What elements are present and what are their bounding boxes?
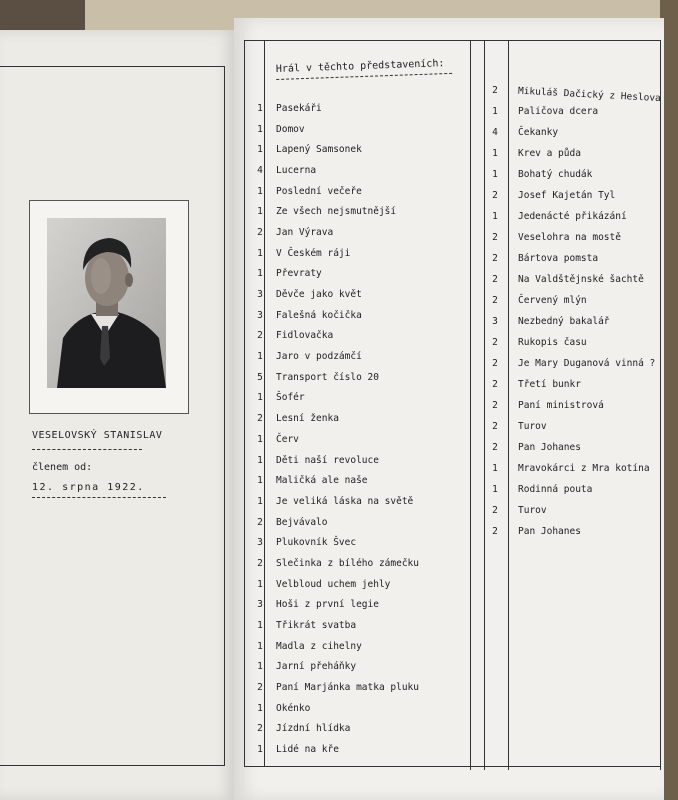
performance-title: Pasekáři [276, 102, 322, 114]
performance-row [484, 521, 654, 542]
performance-row [484, 227, 654, 248]
performance-count: 2 [492, 190, 498, 201]
performance-row [484, 164, 654, 185]
performance-title: Plukovník Švec [276, 537, 357, 549]
performance-row [484, 311, 654, 332]
performance-count: 2 [257, 723, 263, 735]
performance-title: Lidé na kře [276, 744, 339, 756]
performance-count: 5 [257, 371, 263, 383]
date-underline [32, 497, 166, 498]
performance-count: 2 [492, 274, 498, 285]
performance-row [248, 346, 468, 367]
performance-count: 1 [257, 433, 263, 445]
performance-row [248, 305, 468, 326]
performance-row [484, 122, 654, 143]
table-border-left [244, 40, 245, 766]
performance-count: 2 [257, 557, 263, 569]
performance-row [484, 332, 654, 353]
performance-row [484, 353, 654, 374]
table-column-divider [470, 40, 471, 770]
performance-row [248, 408, 468, 429]
performance-count: 2 [492, 232, 498, 243]
performance-row [484, 101, 654, 122]
performance-title: Krev a půda [518, 148, 581, 159]
performance-count: 1 [492, 484, 498, 495]
performance-row [248, 615, 468, 636]
table-border-right [660, 40, 661, 770]
performance-title: Ze všech nejsmutnější [276, 206, 397, 218]
performance-count: 2 [492, 85, 498, 96]
performance-title: Mikuláš Dačický z Heslova [517, 85, 662, 105]
performance-count: 1 [257, 247, 263, 259]
performance-title: Jan Výrava [276, 226, 334, 238]
performance-title: V Českém ráji [276, 247, 351, 259]
performance-count: 1 [492, 211, 498, 222]
performance-row [248, 532, 468, 553]
performance-count: 2 [257, 516, 263, 528]
performance-row [248, 222, 468, 243]
performance-title: Jízdní hlídka [276, 723, 351, 735]
performance-row [248, 595, 468, 616]
performance-title: Bohatý chudák [518, 169, 593, 180]
performance-title: Nezbedný bakalář [518, 316, 610, 327]
performances-column-1 [248, 98, 468, 760]
performance-title: Bártova pomsta [518, 253, 599, 264]
performance-row [484, 80, 662, 105]
performance-row [484, 395, 654, 416]
performance-row [248, 657, 468, 678]
performance-count: 1 [257, 351, 263, 363]
performance-count: 2 [492, 442, 498, 453]
performance-title: Třikrát svatba [276, 620, 357, 632]
performance-count: 1 [257, 495, 263, 507]
performance-count: 2 [492, 526, 498, 537]
performance-count: 2 [257, 682, 263, 694]
performance-count: 1 [492, 148, 498, 159]
performance-count: 2 [492, 379, 498, 390]
performance-title: Lesní ženka [276, 413, 339, 425]
performance-count: 1 [257, 268, 263, 280]
performance-title: Paní ministrová [518, 400, 604, 411]
performance-count: 1 [492, 106, 498, 117]
performance-count: 2 [257, 413, 263, 425]
performance-title: Transport číslo 20 [276, 371, 379, 383]
performance-count: 1 [492, 169, 498, 180]
performance-title: Děvče jako květ [276, 289, 362, 301]
performance-count: 3 [257, 537, 263, 549]
left-page-frame [0, 66, 225, 766]
performance-count: 4 [492, 127, 498, 138]
performance-title: Velbloud uchem jehly [276, 578, 391, 590]
performance-row [484, 416, 654, 437]
performance-title: Jaro v podzámčí [276, 351, 362, 363]
performance-count: 1 [257, 185, 263, 197]
performance-row [248, 326, 468, 347]
performance-count: 3 [257, 599, 263, 611]
performance-row [248, 450, 468, 471]
performance-count: 1 [492, 463, 498, 474]
performance-title: Madla z cihelny [276, 640, 362, 652]
performance-row [248, 719, 468, 740]
performance-row [248, 243, 468, 264]
performance-row [484, 479, 654, 500]
performance-title: Josef Kajetán Tyl [518, 190, 616, 201]
performance-count: 1 [257, 392, 263, 404]
performance-title: Slečinka z bílého zámečku [276, 557, 419, 569]
performance-row [248, 698, 468, 719]
performance-count: 1 [257, 620, 263, 632]
performance-title: Mravokárci z Mra kotína [518, 463, 650, 474]
table-border-top [244, 40, 660, 41]
performance-row [248, 739, 468, 760]
member-name: VESELOVSKÝ STANISLAV [32, 430, 163, 441]
performance-title: Rukopis času [518, 337, 587, 348]
performance-row [248, 181, 468, 202]
performance-row [484, 374, 654, 395]
performance-title: Třetí bunkr [518, 379, 581, 390]
performance-row [484, 206, 654, 227]
performance-title: Veselohra na mostě [518, 232, 621, 243]
performance-title: Pan Johanes [518, 442, 581, 453]
performance-row [248, 201, 468, 222]
member-since-date: 12. srpna 1922. [32, 482, 145, 493]
performance-row [248, 553, 468, 574]
performance-count: 1 [257, 578, 263, 590]
performance-count: 3 [257, 309, 263, 321]
performance-row [248, 98, 468, 119]
performance-row [248, 429, 468, 450]
performance-title: Falešná kočička [276, 309, 362, 321]
performance-count: 1 [257, 123, 263, 135]
performance-row [248, 160, 468, 181]
performance-row [484, 185, 654, 206]
performance-title: Rodinná pouta [518, 484, 593, 495]
performance-row [248, 636, 468, 657]
performance-count: 2 [492, 358, 498, 369]
performance-title: Poslední večeře [276, 185, 362, 197]
performance-row [248, 367, 468, 388]
performance-title: Je Mary Duganová vinná ? [518, 358, 656, 369]
performance-title: Červ [276, 433, 299, 445]
performance-count: 3 [257, 289, 263, 301]
performance-title: Je veliká láska na světě [276, 495, 414, 507]
performance-row [248, 139, 468, 160]
performance-count: 1 [257, 640, 263, 652]
performance-title: Paní Marjánka matka pluku [276, 682, 419, 694]
performance-count: 2 [492, 337, 498, 348]
performance-row [248, 574, 468, 595]
table-border-bottom [244, 766, 660, 767]
performance-row [484, 269, 654, 290]
performance-title: Okénko [276, 702, 311, 714]
performance-title: Maličká ale naše [276, 475, 368, 487]
performance-title: Bejvávalo [276, 516, 328, 528]
performance-title: Hoši z první legie [276, 599, 379, 611]
performance-row [248, 264, 468, 285]
performance-title: Na Valdštějnské šachtě [518, 274, 644, 285]
performance-title: Lucerna [276, 164, 317, 176]
performance-title: Převraty [276, 268, 322, 280]
performance-row [248, 470, 468, 491]
performance-title: Domov [276, 123, 305, 135]
performance-title: Pan Johanes [518, 526, 581, 537]
performances-column-2 [484, 80, 662, 542]
performance-title: Čekanky [518, 127, 559, 138]
performance-row [248, 512, 468, 533]
performance-count: 3 [492, 316, 498, 327]
performance-title: Turov [518, 421, 547, 432]
performance-count: 2 [492, 253, 498, 264]
portrait-photo [47, 218, 166, 388]
performance-title: Turov [518, 505, 547, 516]
performance-row [248, 119, 468, 140]
performance-row [484, 500, 654, 521]
performance-row [484, 458, 654, 479]
performance-title: Jedenácté přikázání [518, 211, 627, 222]
performance-count: 1 [257, 475, 263, 487]
performance-title: Fidlovačka [276, 330, 334, 342]
performance-count: 2 [492, 421, 498, 432]
performance-count: 2 [492, 505, 498, 516]
performance-row [248, 284, 468, 305]
performance-count: 1 [257, 661, 263, 673]
performance-row [484, 143, 654, 164]
performance-row [248, 677, 468, 698]
performances-header: Hrál v těchto představeních: [276, 58, 452, 80]
performance-count: 2 [257, 226, 263, 238]
performance-title: Lapený Samsonek [276, 144, 362, 156]
name-underline [32, 449, 142, 450]
performance-row [248, 388, 468, 409]
performance-count: 2 [492, 400, 498, 411]
member-since-label: členem od: [32, 462, 93, 473]
performance-row [484, 437, 654, 458]
performance-count: 2 [492, 295, 498, 306]
performance-title: Jarní přeháňky [276, 661, 357, 673]
performance-row [248, 491, 468, 512]
performance-title: Červený mlýn [518, 295, 587, 306]
performance-count: 1 [257, 454, 263, 466]
performance-title: Šofér [276, 392, 305, 404]
performance-row [484, 290, 654, 311]
performance-count: 2 [257, 330, 263, 342]
performance-count: 4 [257, 164, 263, 176]
performance-count: 1 [257, 744, 263, 756]
performance-title: Paličova dcera [518, 106, 599, 117]
performance-count: 1 [257, 102, 263, 114]
performance-row [484, 248, 654, 269]
performance-count: 1 [257, 144, 263, 156]
performance-title: Děti naší revoluce [276, 454, 379, 466]
performance-count: 1 [257, 702, 263, 714]
performance-count: 1 [257, 206, 263, 218]
